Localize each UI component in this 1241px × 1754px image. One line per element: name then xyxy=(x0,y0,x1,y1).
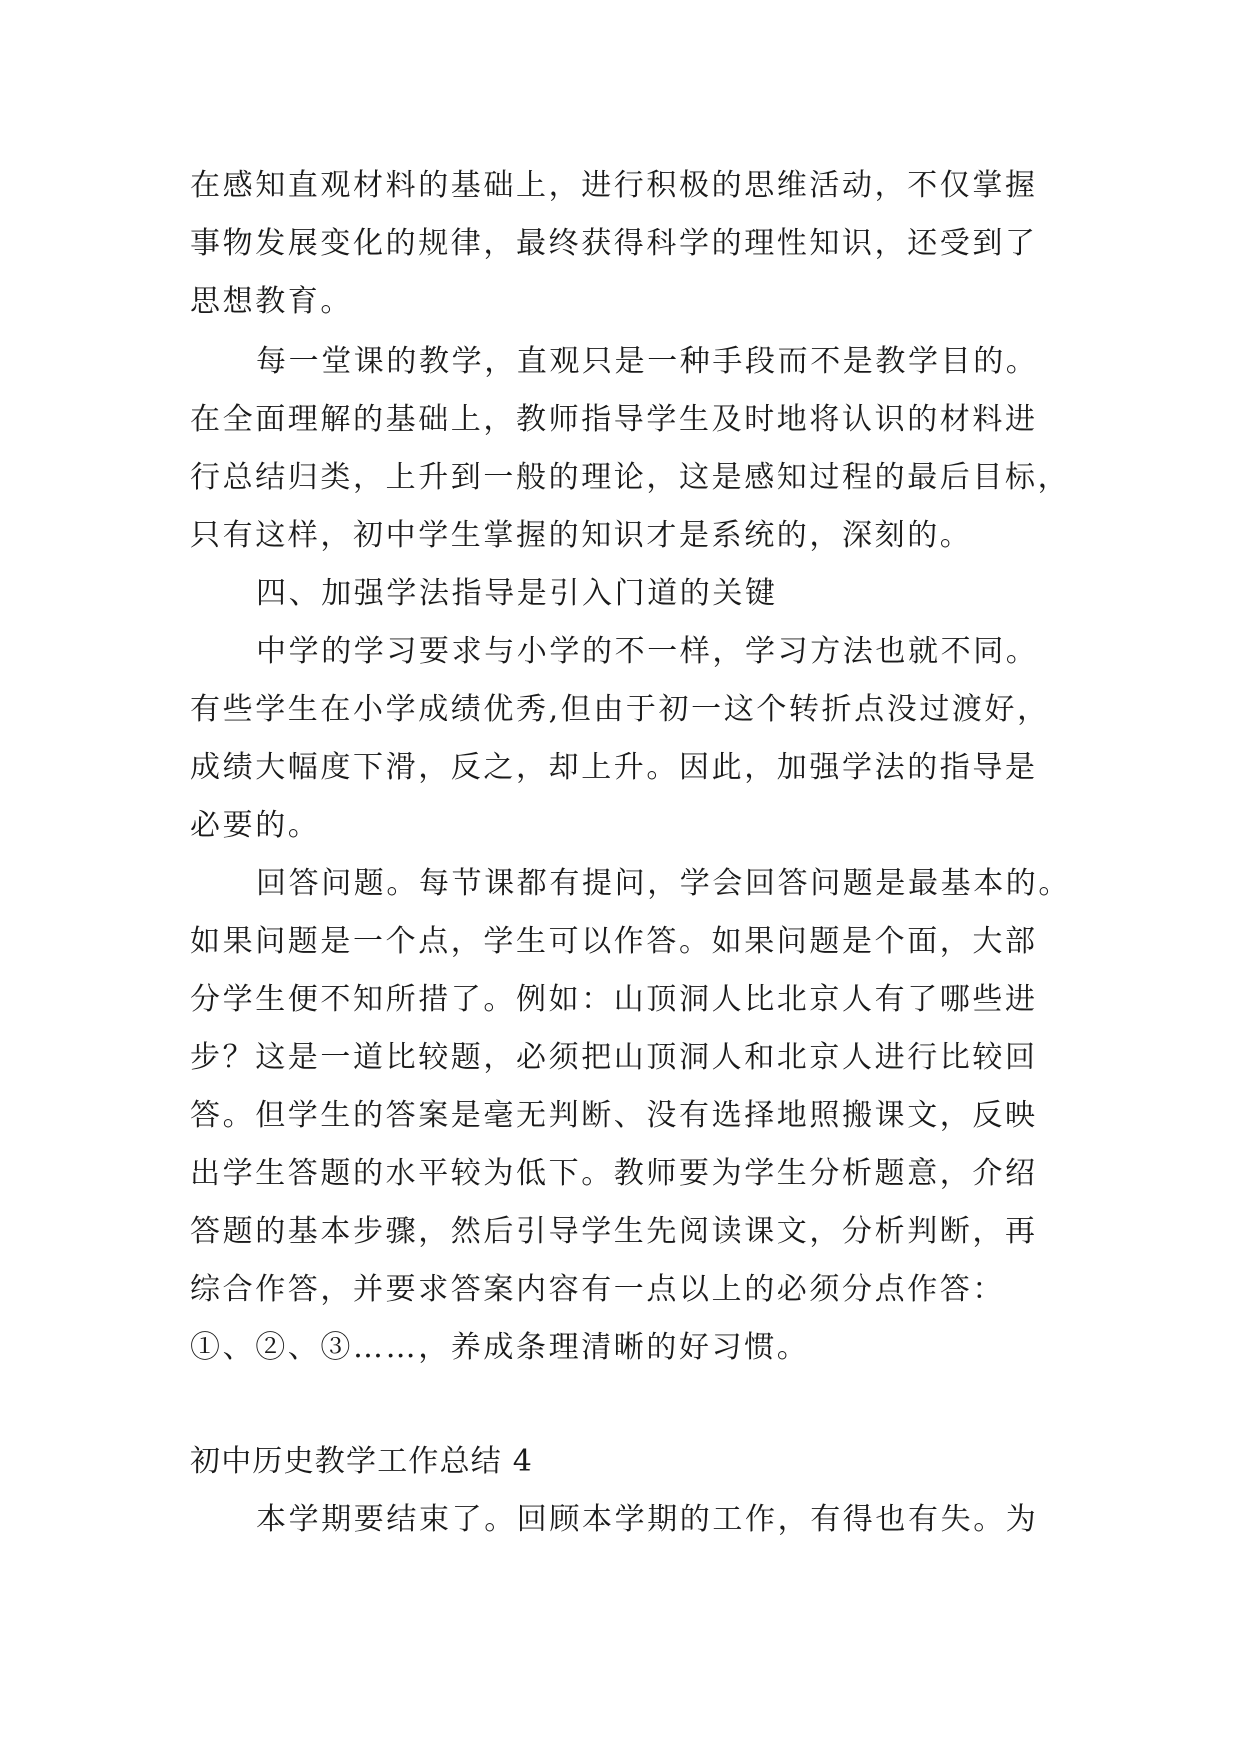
paragraph-line: 步？这是一道比较题，必须把山顶洞人和北京人进行比较回 xyxy=(190,1040,1038,1075)
paragraph-line: 每一堂课的教学，直观只是一种手段而不是教学目的。 xyxy=(256,344,1039,379)
paragraph-line: 综合作答，并要求答案内容有一点以上的必须分点作答： xyxy=(190,1272,1005,1307)
paragraph-line: 回答问题。每节课都有提问，学会回答问题是最基本的。 xyxy=(256,866,1071,901)
paragraph-line: 答题的基本步骤，然后引导学生先阅读课文，分析判断，再 xyxy=(190,1214,1038,1249)
paragraph-line: 出学生答题的水平较为低下。教师要为学生分析题意，介绍 xyxy=(190,1156,1038,1191)
paragraph-line: 本学期要结束了。回顾本学期的工作，有得也有失。为 xyxy=(256,1502,1039,1537)
paragraph-line: ①、②、③……，养成条理清晰的好习惯。 xyxy=(190,1330,810,1365)
paragraph-line: 只有这样，初中学生掌握的知识才是系统的，深刻的。 xyxy=(190,518,973,553)
paragraph-line: 如果问题是一个点，学生可以作答。如果问题是个面，大部 xyxy=(190,924,1038,959)
paragraph-line: 有些学生在小学成绩优秀,但由于初一这个转折点没过渡好， xyxy=(190,692,1050,727)
paragraph-line: 中学的学习要求与小学的不一样，学习方法也就不同。 xyxy=(256,634,1039,669)
paragraph-line: 思想教育。 xyxy=(190,284,353,319)
paragraph-line: 在全面理解的基础上，教师指导学生及时地将认识的材料进 xyxy=(190,402,1038,437)
paragraph-line: 必要的。 xyxy=(190,808,321,843)
paragraph-line: 分学生便不知所措了。例如：山顶洞人比北京人有了哪些进 xyxy=(190,982,1038,1017)
paragraph-line: 在感知直观材料的基础上，进行积极的思维活动，不仅掌握 xyxy=(190,168,1038,203)
section-heading: 四、加强学法指导是引入门道的关键 xyxy=(256,576,778,611)
paragraph-line: 行总结归类，上升到一般的理论，这是感知过程的最后目标， xyxy=(190,460,1071,495)
paragraph-line: 事物发展变化的规律，最终获得科学的理性知识，还受到了 xyxy=(190,226,1038,261)
document-title: 初中历史教学工作总结 4 xyxy=(190,1444,534,1479)
paragraph-line: 成绩大幅度下滑，反之，却上升。因此，加强学法的指导是 xyxy=(190,750,1038,785)
paragraph-line: 答。但学生的答案是毫无判断、没有选择地照搬课文，反映 xyxy=(190,1098,1038,1133)
